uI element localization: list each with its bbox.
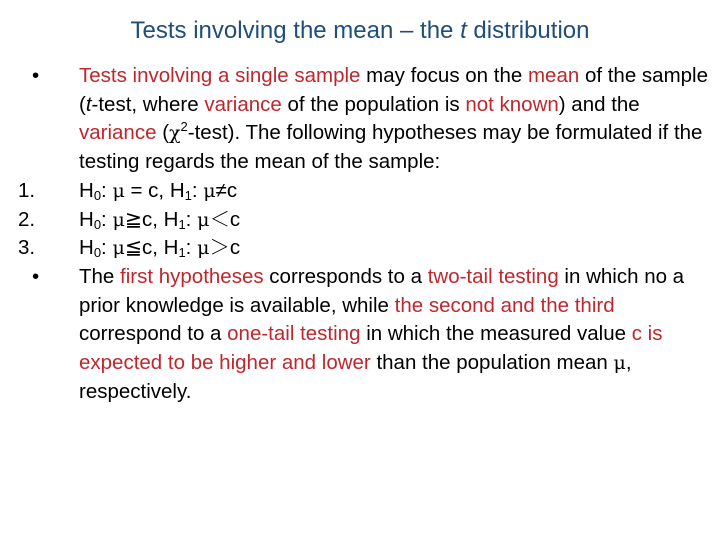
italic-text: t [85, 92, 92, 116]
greek-symbol: μ [203, 179, 216, 202]
highlight-text: the second and the third [394, 293, 615, 317]
greek-symbol: μ [112, 237, 125, 260]
text-run: : [101, 178, 113, 202]
text-run: correspond to a [79, 322, 228, 346]
text-run: corresponds to a [263, 264, 428, 288]
text-run: ( [156, 121, 170, 145]
greek-symbol: μ [197, 208, 210, 231]
highlight-text: Tests involving a single sample [79, 64, 361, 87]
text-run: of the population is [281, 92, 466, 116]
greek-symbol: μ [112, 179, 125, 202]
text-run: ≦c, H [124, 236, 179, 260]
bullet-marker: • [32, 264, 40, 288]
text-run: than the population mean [370, 351, 614, 375]
text-run: ) and the [558, 92, 640, 116]
text-run: ≧c, H [124, 207, 179, 231]
highlight-text: one-tail testing [227, 322, 361, 346]
highlight-text: first hypotheses [120, 264, 264, 288]
text-run: : [185, 236, 198, 260]
title-suffix: distribution [466, 17, 590, 44]
list-item [18, 263, 708, 407]
text-run: H [79, 178, 94, 202]
item-text [79, 263, 708, 407]
subscript: 1 [178, 245, 186, 261]
subscript: 1 [184, 187, 192, 203]
highlight-text: variance [79, 121, 157, 145]
text-run: = c, H [124, 178, 185, 202]
text-run: ＜c [209, 207, 241, 231]
text-run: in which the measured value [360, 322, 632, 346]
subscript: 0 [93, 216, 102, 232]
text-run: , respectively. [79, 351, 632, 403]
slide-title [0, 17, 720, 45]
subscript: 0 [93, 187, 102, 203]
highlight-text: not known [465, 92, 559, 116]
highlight-text: variance [204, 92, 282, 116]
text-run: : [185, 207, 198, 231]
hypothesis-3 [79, 234, 708, 263]
text-run: of the sample ( [79, 64, 709, 116]
text-run: H [79, 236, 94, 260]
text-run: H [79, 207, 94, 231]
greek-symbol: χ [169, 122, 181, 145]
highlight-text: two-tail testing [427, 264, 559, 288]
list-item [18, 177, 708, 206]
text-run: : [101, 207, 113, 231]
highlight-text: c is expected to be higher and lower [79, 322, 663, 375]
greek-symbol: μ [613, 352, 626, 375]
item-text [79, 62, 708, 177]
hypothesis-1 [79, 177, 708, 206]
subscript: 0 [93, 245, 102, 261]
highlight-text: mean [527, 64, 580, 87]
slide-content [18, 62, 708, 406]
title-italic: t [460, 17, 467, 44]
list-item [18, 62, 708, 177]
number-marker: 2. [18, 207, 36, 231]
text-run: -test, where [91, 92, 205, 116]
number-marker: 3. [18, 236, 36, 260]
greek-symbol: μ [197, 237, 210, 260]
text-run: ≠c [215, 178, 238, 202]
number-marker: 1. [18, 178, 36, 202]
text-run: in which no a prior knowledge is available, while [79, 264, 685, 317]
text-run: may focus on the [360, 64, 528, 87]
subscript: 1 [178, 216, 186, 232]
text-run: : [101, 236, 113, 260]
list-item [18, 206, 708, 235]
superscript: 2 [180, 119, 188, 135]
hypothesis-2 [79, 206, 708, 235]
text-run: ＞c [209, 236, 241, 260]
greek-symbol: μ [112, 208, 125, 231]
bullet-marker: • [32, 64, 40, 87]
text-run: : [191, 178, 204, 202]
title-prefix: Tests involving the mean – the [130, 17, 461, 44]
text-run: -test). The following hypotheses may be formulated if the testing regards the mean of the sample: [79, 121, 703, 174]
text-run: The [79, 264, 121, 288]
list-item [18, 234, 708, 263]
